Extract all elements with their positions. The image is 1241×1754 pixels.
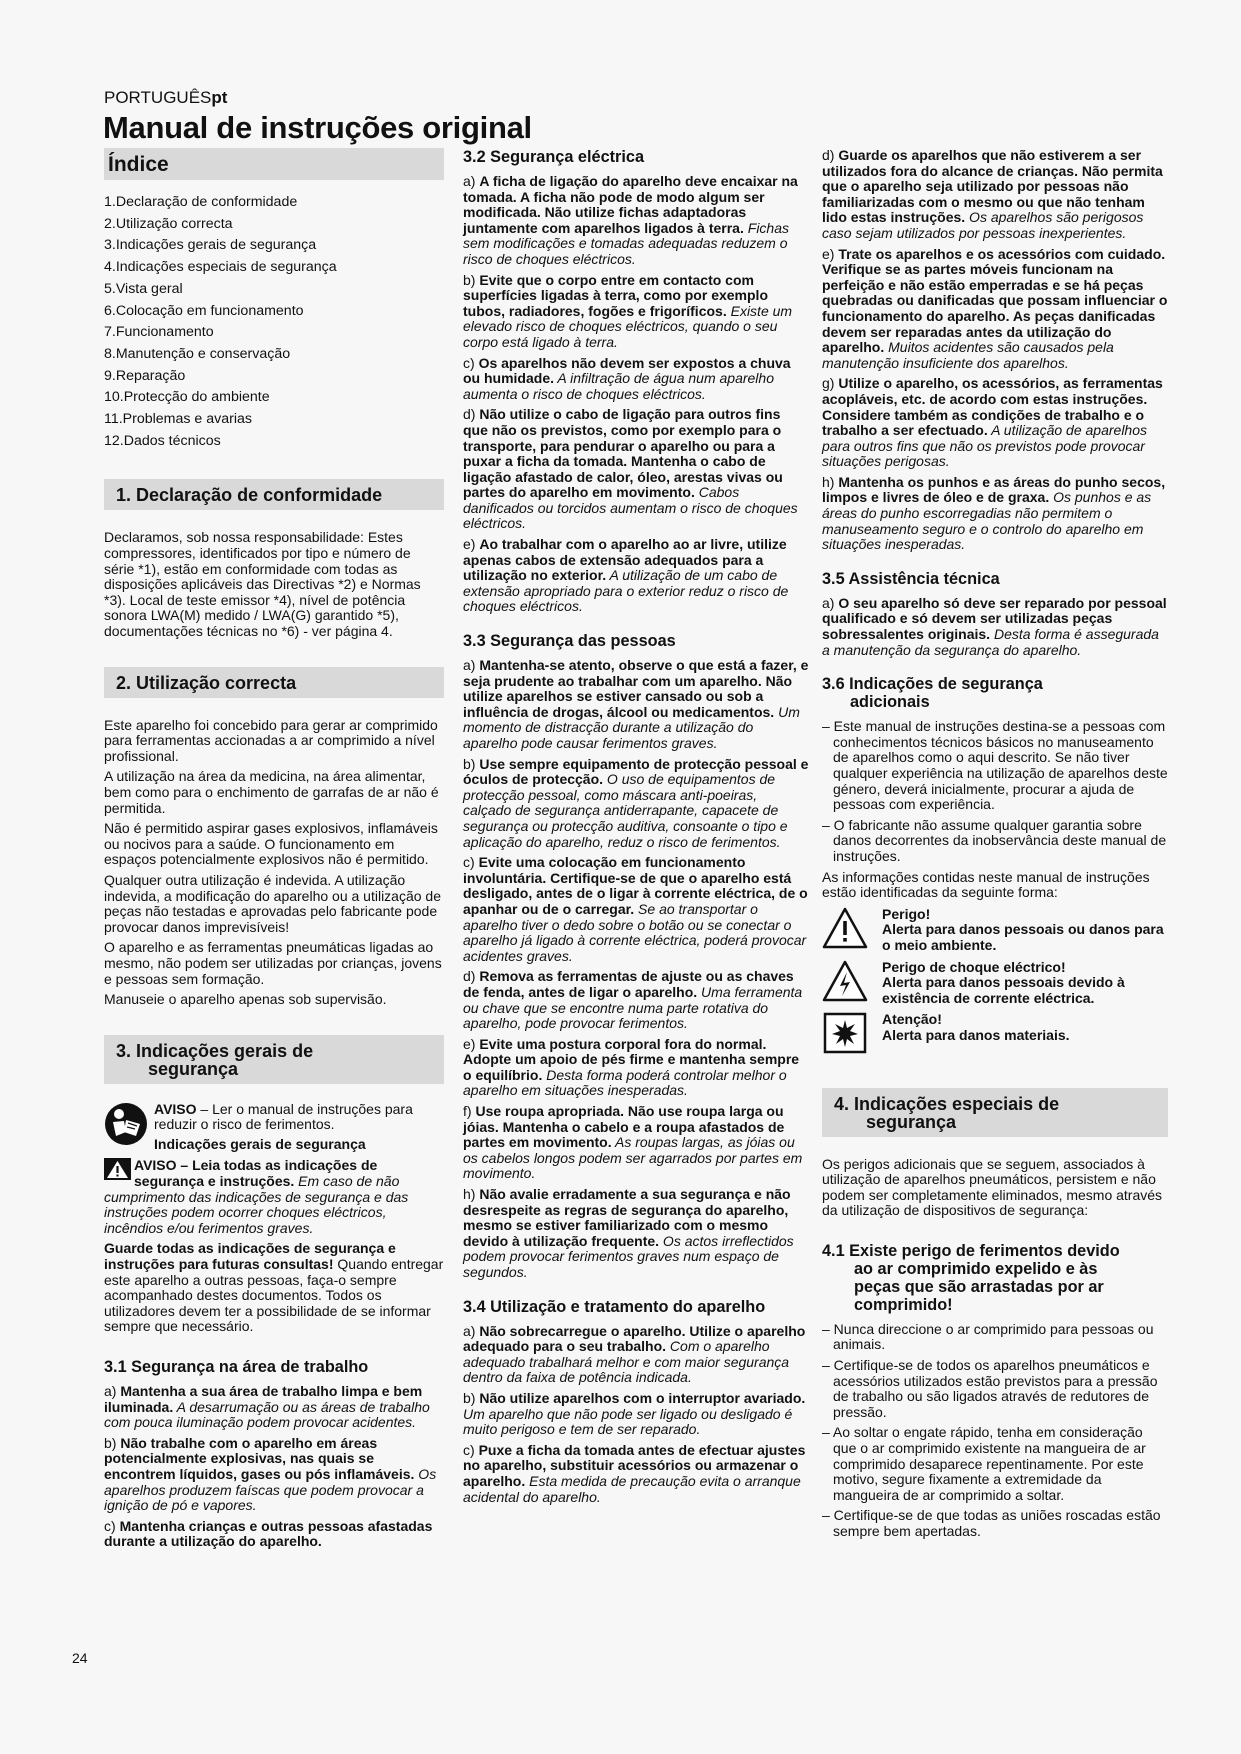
- dash-list: [822, 719, 1168, 864]
- section-3-2-heading: 3.2 Segurança eléctrica: [463, 148, 645, 166]
- section-2-paragraph: Este aparelho foi concebido para gerar ar comprimido para ferramentas accionadas a ar comprimido a nível profissional.: [104, 716, 438, 764]
- list-item: d) Remova as ferramentas de ajuste ou as chaves de fenda, antes de ligar o aparelho. Uma ferramenta ou chave que se encontre numa parte rotativa do aparelho, pode provocar ferimentos.: [463, 968, 803, 1032]
- section-3-4-heading: 3.4 Utilização e tratamento do aparelho: [463, 1297, 766, 1316]
- list-item: c) Puxe a ficha da tomada antes de efectuar ajustes no aparelho, substituir acessórios ou armazenar o aparelho. Esta medida de precaução evita o arranque acidental do aparelho.: [463, 1441, 806, 1505]
- toc-item[interactable]: 8.Manutenção e conservação: [104, 345, 291, 362]
- column-3: [822, 148, 1168, 1545]
- toc-item[interactable]: 12.Dados técnicos: [104, 432, 221, 449]
- list-item: – Certifique-se de todos os aparelhos pneumáticos e acessórios utilizados estão previstos para a pressão de trabalho ou são ligados através de redutores de pressão.: [822, 1357, 1158, 1420]
- page-number: 24: [72, 1650, 88, 1666]
- section-4-heading: 4. Indicações especiais de segurança: [822, 1088, 1168, 1137]
- list-item: c) Mantenha crianças e outras pessoas afastadas durante a utilização do aparelho.: [104, 1517, 433, 1550]
- section-2-paragraph: Qualquer outra utilização é indevida. A utilização indevida, a modificação do aparelho ou a utilização de peças não testadas e aprovadas pelo fabricante pode provocar danos imprevisíveis!: [104, 871, 442, 935]
- dash-list: [822, 1322, 1168, 1540]
- section-2-heading: 2. Utilização correcta: [104, 667, 444, 698]
- section-4-body: Os perigos adicionais que se seguem, associados à utilização de aparelhos pneumáticos, persistem e não podem ser completamente eliminados, mesmo através da utilização de dispositivos de segurança:: [822, 1155, 1163, 1219]
- list-item: – Este manual de instruções destina-se a pessoas com conhecimentos técnicos básicos no manuseamento de aparelhos como o aqui descrito. Se não tiver qualquer experiência na utilização de aparelhos deste género, deverá inicialmente, procurar a ajuda de pessoas com experiência.: [822, 718, 1168, 813]
- list-item: b) Evite que o corpo entre em contacto com superfícies ligadas à terra, como por exemplo tubos, radiadores, fogões e frigoríficos. Existe um elevado risco de choques eléctricos, quando o seu corpo está ligado à terra.: [463, 271, 793, 350]
- toc-item[interactable]: 6.Colocação em funcionamento: [104, 302, 304, 319]
- list-item: – Certifique-se de que todas as uniões roscadas estão sempre bem apertadas.: [822, 1507, 1161, 1539]
- section-2-paragraph: Não é permitido aspirar gases explosivos, inflamáveis ou nocivos para a saúde. O funcionamento em espaços potencialmente explosivos não é permitido.: [104, 820, 438, 868]
- section-3-5-heading: 3.5 Assistência técnica: [822, 569, 1000, 588]
- toc-item[interactable]: 11.Problemas e avarias: [104, 411, 252, 428]
- list-item: e) Evite uma postura corporal fora do normal. Adopte um apoio de pés firme e mantenha sempre o equilíbrio. Desta forma poderá controlar melhor o aparelho em situações inesperadas.: [463, 1035, 800, 1099]
- list-item: f) Use roupa apropriada. Não use roupa larga ou jóias. Mantenha o cabelo e a roupa afastados de partes em movimento. As roupas largas, as jóias ou os cabelos longos podem ser agarrados por partes em movimento.: [463, 1103, 803, 1182]
- column-2: [463, 148, 809, 1510]
- list-item: h) Mantenha os punhos e as áreas do punho secos, limpos e livres de óleo e de graxa. Os punhos e as áreas do punho escorregadias não permitem o manuseamento seguro e o controlo do aparelho em situações inesperadas.: [822, 473, 1166, 553]
- list-item: a) O seu aparelho só deve ser reparado por pessoal qualificado e só devem ser utilizadas peças sobressalentes originais. Desta forma é assegurada a manutenção da segurança do aparelho.: [822, 594, 1167, 658]
- toc-item[interactable]: 9.Reparação: [104, 367, 186, 384]
- attention-icon: [822, 1012, 868, 1054]
- section-4-1-heading: 4.1 Existe perigo de ferimentos devido ao ar comprimido expelido e às peças que são arrastadas por ar comprimido!: [822, 1241, 1120, 1314]
- list-item: h) Não avalie erradamente a sua segurança e não desrespeite as regras de segurança do aparelho, mesmo se estiver familiarizado com o mesmo devido à utilização frequente. Os actos irreflectidos podem provocar ferimentos graves num espaço de segundos.: [463, 1186, 794, 1280]
- keep-instructions: Guarde todas as indicações de segurança e instruções para futuras consultas! Quando entregar este aparelho a outras pessoas, faça-o sempre acompanhado destes documentos. Todos os utilizadores devem ter a possibilidade de se informar sempre que necessário.: [104, 1240, 444, 1335]
- info-text: As informações contidas neste manual de instruções estão identificadas da seguinte forma:: [822, 868, 1150, 901]
- column-1: [104, 148, 444, 1555]
- electric-shock-icon: [822, 960, 868, 1002]
- toc-item[interactable]: 7.Funcionamento: [104, 324, 214, 341]
- list-item: – O fabricante não assume qualquer garantia sobre danos decorrentes da inobservância deste manual de instruções.: [822, 816, 1167, 864]
- list-item: a) Mantenha a sua área de trabalho limpa e bem iluminada. A desarrumação ou as áreas de trabalho com pouca iluminação podem provocar acidentes.: [104, 1383, 430, 1431]
- list-item: e) Ao trabalhar com o aparelho ao ar livre, utilize apenas cabos de extensão adequados para a utilização no exterior. A utilização de um cabo de extensão apropriado para o exterior reduz o risco de choques eléctricos.: [463, 536, 789, 615]
- toc-item[interactable]: 3.Indicações gerais de segurança: [104, 237, 317, 254]
- aviso-manual-notice: AVISO – Ler o manual de instruções para reduzir o risco de ferimentos. Indicações gerais de segurança: [104, 1102, 444, 1153]
- list-item: a) Mantenha-se atento, observe o que está a fazer, e seja prudente ao trabalhar com um aparelho. Não utilize aparelhos se estiver cansado ou sob a influência de drogas, álcool ou medicamentos. Um momento de distracção durante a utilização do aparelho pode causar ferimentos graves.: [463, 657, 809, 751]
- section-2-paragraph: Manuseie o aparelho apenas sob supervisão.: [104, 991, 387, 1008]
- language-label: PORTUGUÊSpt: [104, 88, 228, 107]
- list-item: g) Utilize o aparelho, os acessórios, as ferramentas acopláveis, etc. de acordo com estas instruções. Considere também as condições de trabalho e o trabalho a ser efectuado. A utilização de aparelhos para outros fins que não os previstos pode provocar situações perigosas.: [822, 375, 1163, 470]
- section-2-paragraph: O aparelho e as ferramentas pneumáticas ligadas ao mesmo, não podem ser utilizadas por crianças, jovens e pessoas sem formação.: [104, 939, 442, 987]
- list-item: b) Não trabalhe com o aparelho em áreas potencialmente explosivas, nas quais se encontrem líquidos, gases ou pós inflamáveis. Os aparelhos produzem faíscas que podem provocar a ignição de pó e vapores.: [104, 1434, 437, 1514]
- section-3-6-heading: 3.6 Indicações de segurança adicionais: [822, 675, 1043, 712]
- warning-triangle-icon: [822, 907, 868, 949]
- list-item: c) Os aparelhos não devem ser expostos a chuva ou humidade. A infiltração de água num aparelho aumenta o risco de choques eléctricos.: [463, 354, 791, 402]
- toc-item[interactable]: 5.Vista geral: [104, 280, 183, 297]
- list-item: d) Guarde os aparelhos que não estiverem a ser utilizados fora do alcance de crianças. Não permita que o aparelho seja utilizado por pessoas não familiarizadas com o mesmo ou que não tenham lido estas instruções. Os aparelhos são perigosos caso sejam utilizados por pessoas inexperientes.: [822, 147, 1163, 241]
- list-item: b) Use sempre equipamento de protecção pessoal e óculos de protecção. O uso de equipamentos de protecção pessoal, como máscara anti-poeiras, calçado de segurança antiderrapante, capacete de segurança ou protecção auditiva, consoante o tipo e aplicação do aparelho, reduz o risco de ferimentos.: [463, 755, 809, 850]
- list-item: e) Trate os aparelhos e os acessórios com cuidado. Verifique se as partes móveis funcionam na perfeição e não estão emperradas e se há peças quebradas ou danificadas que possam influenciar o funcionamento do aparelho. As peças danificadas devem ser reparadas antes da utilização do aparelho. Muitos acidentes são causados pela manutenção insuficiente dos aparelhos.: [822, 245, 1168, 371]
- toc-item[interactable]: 2.Utilização correcta: [104, 215, 233, 232]
- toc-item[interactable]: 4.Indicações especiais de segurança: [104, 259, 337, 276]
- danger-legend: Perigo! Alerta para danos pessoais ou danos para o meio ambiente.: [822, 907, 1168, 954]
- list-item: – Nunca direccione o ar comprimido para pessoas ou animais.: [822, 1320, 1154, 1353]
- page-title: Manual de instruções original: [103, 110, 532, 145]
- table-of-contents: [104, 192, 444, 452]
- attention-legend: Atenção! Alerta para danos materiais.: [822, 1012, 1168, 1043]
- aviso-read-all: AVISO – Leia todas as indicações de segurança e instruções. Em caso de não cumprimento das indicações de segurança e das instruções podem ocorrer choques eléctricos, incêndios e/ou ferimentos graves.: [104, 1157, 409, 1236]
- list-item: d) Não utilize o cabo de ligação para outros fins que não os previstos, como por exemplo para o transporte, para pendurar o aparelho ou para a puxar a ficha da tomada. Mantenha o cabo de ligação afastado de calor, óleo, arestas vivas ou partes do aparelho em movimento. Cabos danificados ou torcidos aumentam o risco de choques eléctricos.: [463, 406, 798, 532]
- section-3-1-heading: 3.1 Segurança na área de trabalho: [104, 1358, 369, 1376]
- section-1-body: Declaramos, sob nossa responsabilidade: Estes compressores, identificados por tipo e número de série *1), estão em conformidade com todas as disposições aplicáveis das Directivas *2) e Normas *3). Local de teste emissor *4), nível de potência sonora LWA(M) medido / LWA(G) garantido *5), documentações técnicas no *6) - ver página 4.: [104, 529, 421, 639]
- list-item: a) Não sobrecarregue o aparelho. Utilize o aparelho adequado para o seu trabalho. Com o aparelho adequado trabalhará melhor e com maior segurança dentro da faixa de potência indicada.: [463, 1322, 806, 1386]
- list-item: b) Não utilize aparelhos com o interruptor avariado. Um aparelho que não pode ser ligado ou desligado é muito perigoso e tem de ser reparado.: [463, 1389, 806, 1438]
- list-item: – Ao soltar o engate rápido, tenha em consideração que o ar comprimido existente na mangueira de ar comprimido desaparece repentinamente. Por este motivo, segure fixamente a extremidade da mangueira de ar comprimido a soltar.: [822, 1424, 1146, 1503]
- toc-item[interactable]: 1.Declaração de conformidade: [104, 194, 298, 210]
- warning-triangle-icon: [104, 1158, 131, 1180]
- section-1-heading: 1. Declaração de conformidade: [104, 479, 444, 510]
- section-3-heading: 3. Indicações gerais de segurança: [104, 1035, 444, 1084]
- read-manual-icon: [104, 1102, 148, 1146]
- index-heading: Índice: [104, 148, 444, 180]
- section-3-3-heading: 3.3 Segurança das pessoas: [463, 632, 676, 651]
- list-item: c) Evite uma colocação em funcionamento involuntária. Certifique-se de que o aparelho está desligado, antes de o ligar à corrente eléctrica, de o apanhar ou de o carregar. Se ao transportar o aparelho tiver o dedo sobre o botão ou se conectar o aparelho já ligado à corrente eléctrica, poderá provocar acidentes graves.: [463, 854, 808, 964]
- electric-legend: Perigo de choque eléctrico! Alerta para danos pessoais devido à existência de corrente eléctrica.: [822, 960, 1168, 1007]
- list-item: a) A ficha de ligação do aparelho deve encaixar na tomada. A ficha não pode de modo algum ser modificada. Não utilize fichas adaptadoras juntamente com aparelhos ligados à terra. Fichas sem modificações e tomadas adequadas reduzem o risco de choques eléctricos.: [463, 173, 798, 267]
- section-2-paragraph: A utilização na área da medicina, na área alimentar, bem como para o enchimento de garrafas de ar não é permitida.: [104, 768, 439, 816]
- toc-item[interactable]: 10.Protecção do ambiente: [104, 389, 270, 406]
